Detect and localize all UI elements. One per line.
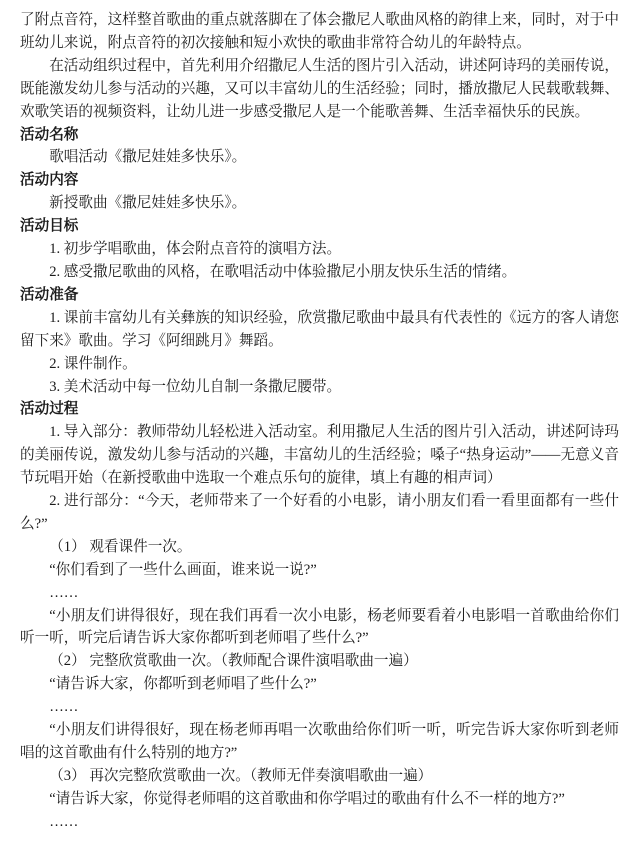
paragraph-quote-2: “小朋友们讲得很好，现在我们再看一次小电影，杨老师要看着小电影唱一首歌曲给你们听一听，听完后请告诉大家你都听到老师唱了些什么?” (20, 607, 619, 647)
paragraph-dotted-notes-continuation: 了附点音符，这样整首歌曲的重点就落脚在了体会撒尼人歌曲风格的韵律上来，同时，对于中班幼儿来说，附点音符的初次接触和短小欢快的歌曲非常符合幼儿的年龄特点。 (20, 12, 619, 51)
paragraph-preparation-2: 2. 课件制作。 (49, 355, 137, 372)
heading-activity-process: 活动过程 (20, 401, 79, 418)
heading-activity-goals: 活动目标 (20, 218, 79, 235)
paragraph-ellipsis-3: …… (49, 813, 79, 830)
paragraph-quote-4: “小朋友们讲得很好，现在杨老师再唱一次歌曲给你们听一听，听完告诉大家你听到老师唱的这首歌曲有什么特别的地方?” (20, 722, 619, 761)
paragraph-goal-2: 2. 感受撒尼歌曲的风格，在歌唱活动中体验撒尼小朋友快乐生活的情绪。 (49, 263, 517, 280)
paragraph-ellipsis-2: …… (49, 699, 79, 716)
paragraph-activity-organization: 在活动组织过程中，首先利用介绍撒尼人生活的图片引入活动，讲述阿诗玛的美丽传说，既能激发幼儿参与活动的兴趣，又可以丰富幼儿的生活经验；同时，播放撒尼人民载歌载舞、欢歌笑语的视频资料，让幼儿进一步感受撒尼人是一个能歌善舞、生活幸福快乐的民族。 (20, 57, 619, 120)
paragraph-quote-5: “请告诉大家，你觉得老师唱的这首歌曲和你学唱过的歌曲有什么不一样的地方?” (49, 790, 565, 807)
paragraph-goal-1: 1. 初步学唱歌曲，体会附点音符的演唱方法。 (49, 241, 342, 258)
heading-activity-content: 活动内容 (20, 172, 79, 189)
paragraph-preparation-1: 1. 课前丰富幼儿有关彝族的知识经验，欣赏撒尼歌曲中最具有代表性的《远方的客人请您留下来》歌曲。学习《阿细跳月》舞蹈。 (20, 309, 619, 349)
paragraph-activity-name-value: 歌唱活动《撒尼娃娃多快乐》。 (49, 149, 247, 166)
paragraph-process-main: 2. 进行部分：“今天，老师带来了一个好看的小电影，请小朋友们看一看里面都有一些什么?” (20, 493, 619, 532)
paragraph-preparation-3: 3. 美术活动中每一位幼儿自制一条撒尼腰带。 (49, 378, 342, 395)
heading-activity-name: 活动名称 (20, 126, 79, 143)
paragraph-step-2: （2） 完整欣赏歌曲一次。（教师配合课件演唱歌曲一遍） (49, 653, 418, 670)
paragraph-step-3: （3） 再次完整欣赏歌曲一次。（教师无伴奏演唱歌曲一遍） (49, 767, 433, 784)
heading-activity-preparation: 活动准备 (20, 286, 79, 303)
paragraph-activity-content-value: 新授歌曲《撒尼娃娃多快乐》。 (49, 195, 247, 212)
paragraph-ellipsis-1: …… (49, 584, 79, 601)
paragraph-quote-1: “你们看到了一些什么画面，谁来说一说?” (49, 561, 317, 578)
paragraph-step-1: （1） 观看课件一次。 (49, 538, 192, 555)
paragraph-process-intro: 1. 导入部分：教师带幼儿轻松进入活动室。利用撒尼人生活的图片引入活动，讲述阿诗玛的美丽传说，激发幼儿参与活动的兴趣，丰富幼儿的生活经验；嗓子“热身运动”——无意义音节玩唱开始（在新授歌曲中选取一个难点乐句的旋律，填上有趣的相声词） (20, 424, 619, 487)
paragraph-quote-3: “请告诉大家，你都听到老师唱了些什么?” (49, 676, 317, 693)
